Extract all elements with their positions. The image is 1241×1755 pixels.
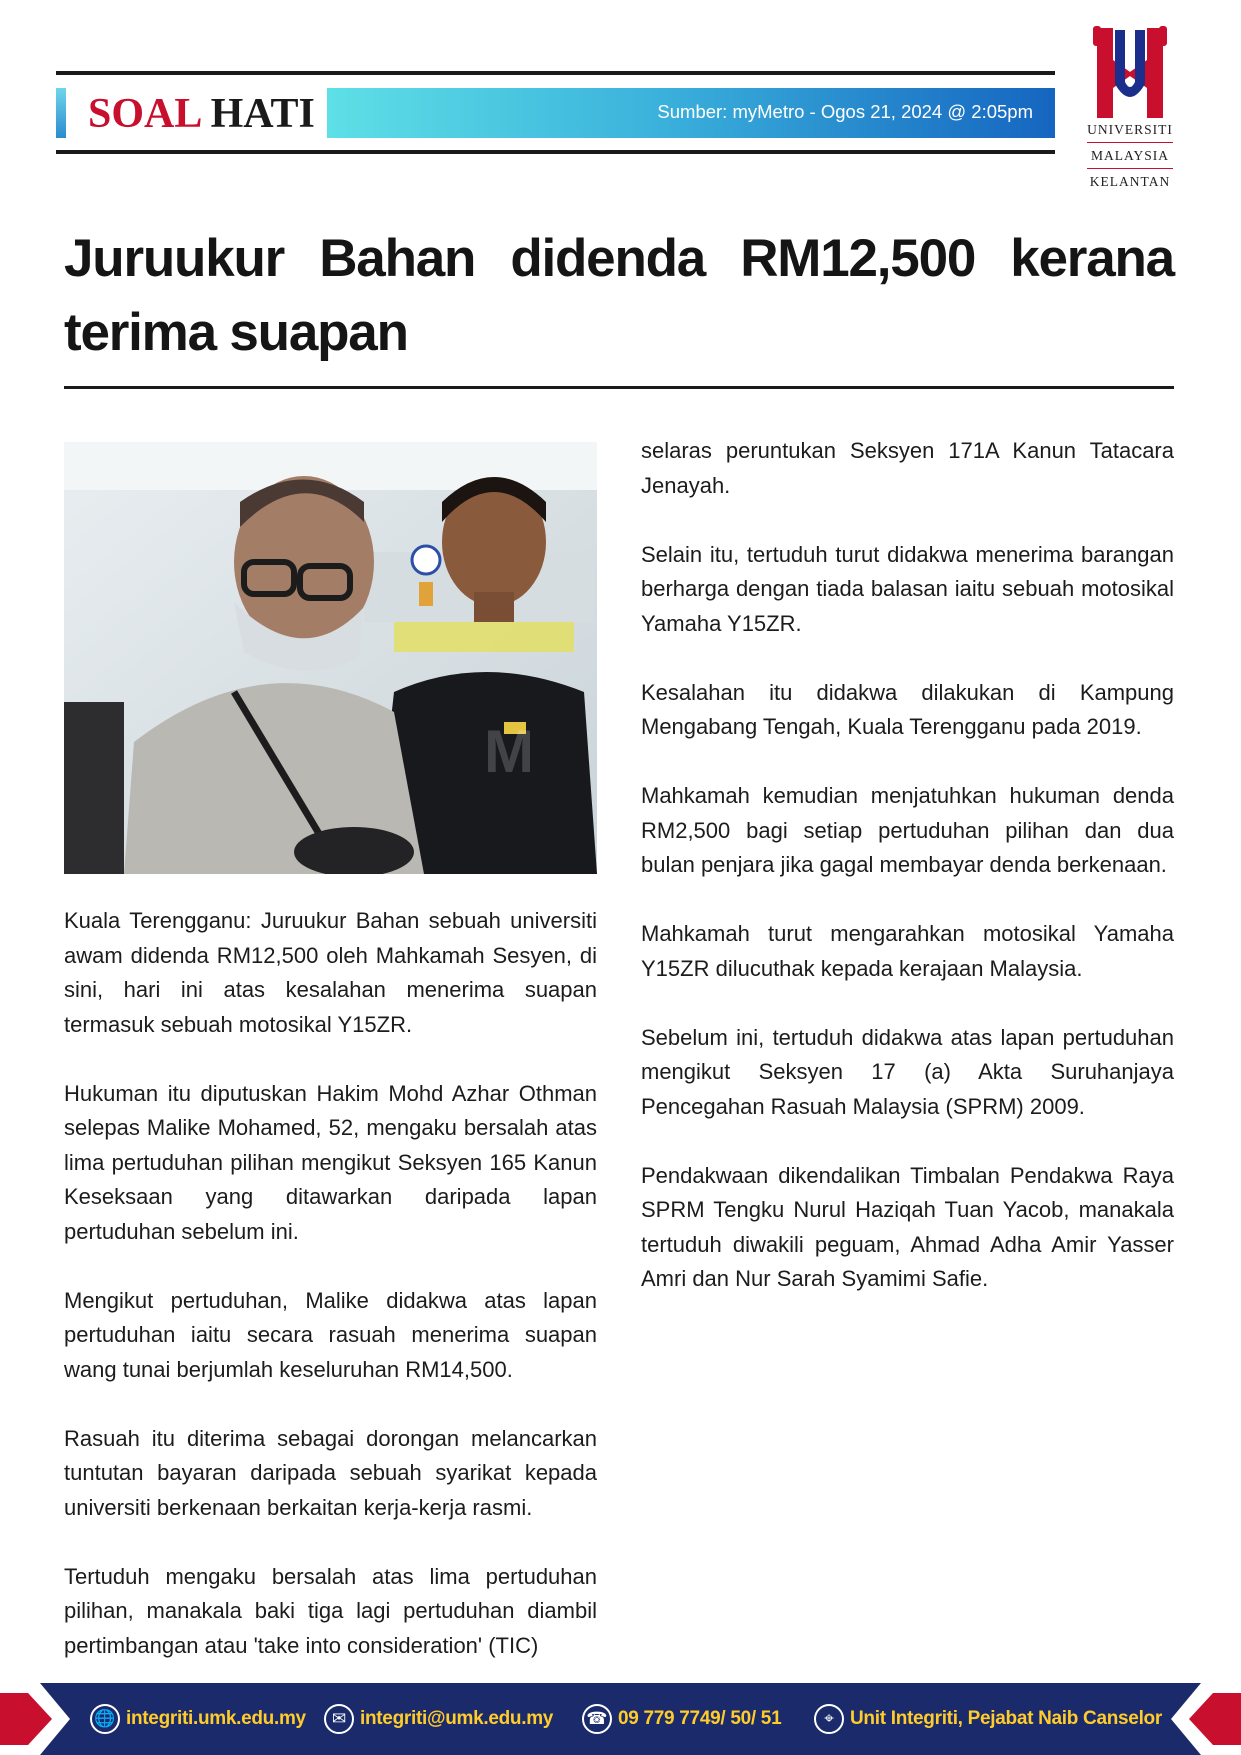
- headline-line-1: [64, 222, 1174, 296]
- logo-line-kelantan: KELANTAN: [1089, 174, 1171, 189]
- headline-word: didenda: [510, 229, 706, 288]
- footer-email-text: integriti@umk.edu.my: [360, 1708, 554, 1729]
- article-paragraph: Hukuman itu diputuskan Hakim Mohd Azhar Othman selepas Malike Mohamed, 52, mengaku bersalah atas lima pertuduhan pilihan mengikut Seksyen 165 Kanun Keseksaan yang ditawarkan daripada lapan pertuduhan sebelum ini.: [64, 1080, 597, 1244]
- footer-website[interactable]: [90, 1702, 306, 1736]
- contact-footer: [0, 1683, 1241, 1755]
- source-credit: Sumber: myMetro - Ogos 21, 2024 @ 2:05pm: [657, 101, 1033, 122]
- globe-icon: 🌐: [90, 1704, 120, 1734]
- brand-title: [88, 86, 315, 142]
- mail-icon: ✉: [324, 1704, 354, 1734]
- footer-phone[interactable]: [582, 1702, 781, 1736]
- article-column-left: [64, 904, 597, 1663]
- article-paragraph: Kuala Terengganu: Juruukur Bahan sebuah universiti awam didenda RM12,500 oleh Mahkamah Sesyen, di sini, hari ini atas kesalahan menerima suapan termasuk sebuah motosikal Y15ZR.: [64, 908, 597, 1037]
- headline-rule: [64, 386, 1174, 389]
- location-icon: ⌖: [814, 1704, 844, 1734]
- article-paragraph: Selain itu, tertuduh turut didakwa menerima barangan berharga dengan tiada balasan iaitu sebuah motosikal Yamaha Y15ZR.: [641, 541, 1174, 636]
- source-banner: [327, 88, 1055, 138]
- article-photo: [64, 442, 597, 874]
- article-paragraph: Kesalahan itu didakwa dilakukan di Kampung Mengabang Tengah, Kuala Terengganu pada 2019.: [641, 679, 1174, 739]
- article-paragraph: Tertuduh mengaku bersalah atas lima pertuduhan pilihan, manakala baki tiga lagi pertuduhan diambil pertimbangan atau 'take into consideration' (TIC): [64, 1563, 597, 1658]
- umk-logo: [1080, 22, 1180, 207]
- article-paragraph: selaras peruntukan Seksyen 171A Kanun Tatacara Jenayah.: [641, 438, 1174, 498]
- article-paragraph: Sebelum ini, tertuduh didakwa atas lapan pertuduhan mengikut Seksyen 17 (a) Akta Suruhanjaya Pencegahan Rasuah Malaysia (SPRM) 2009.: [641, 1024, 1174, 1119]
- footer-unit: [814, 1702, 1162, 1736]
- headline-word: kerana: [1010, 229, 1174, 288]
- headline-line-2: terima suapan: [64, 303, 408, 362]
- headline-word: Juruukur: [64, 229, 285, 288]
- article-paragraph: Mahkamah kemudian menjatuhkan hukuman denda RM2,500 bagi setiap pertuduhan pilihan dan dua bulan penjara jika gagal membayar denda berkenaan.: [641, 783, 1174, 877]
- logo-divider: [1087, 168, 1173, 169]
- logo-line-universiti: UNIVERSITI: [1087, 122, 1173, 137]
- brand-word-hati: HATI: [210, 91, 315, 137]
- logo-divider: [1087, 142, 1173, 143]
- header-bottom-rule: [56, 150, 1055, 154]
- footer-unit-text: Unit Integriti, Pejabat Naib Canselor: [850, 1708, 1162, 1729]
- headline-word: Bahan: [319, 229, 476, 288]
- brand-word-soal: SOAL: [88, 91, 201, 137]
- brand-accent-bar: [56, 88, 66, 138]
- article-column-right: [641, 434, 1174, 1297]
- phone-icon: ☎: [582, 1704, 612, 1734]
- article-paragraph: Rasuah itu diterima sebagai dorongan melancarkan tuntutan bayaran daripada sebuah syarikat kepada universiti berkenaan berkaitan kerja-kerja rasmi.: [64, 1425, 597, 1520]
- footer-phone-text: 09 779 7749/ 50/ 51: [618, 1708, 782, 1729]
- logo-line-malaysia: MALAYSIA: [1090, 148, 1169, 163]
- article-headline: [64, 222, 1174, 370]
- headline-word: RM12,500: [740, 229, 976, 288]
- umk-logo-icon: [1085, 22, 1175, 122]
- footer-email[interactable]: [324, 1702, 553, 1736]
- header-top-rule: [56, 71, 1055, 75]
- footer-website-text: integriti.umk.edu.my: [126, 1708, 306, 1729]
- article-paragraph: Mahkamah turut mengarahkan motosikal Yamaha Y15ZR dilucuthak kepada kerajaan Malaysia.: [641, 921, 1174, 981]
- article-paragraph: Pendakwaan dikendalikan Timbalan Pendakwa Raya SPRM Tengku Nurul Haziqah Tuan Yacob, manakala tertuduh diwakili peguam, Ahmad Adha Amir Yasser Amri dan Nur Sarah Syamimi Safie.: [641, 1162, 1174, 1291]
- photo-watermark: M: [484, 718, 534, 785]
- article-paragraph: Mengikut pertuduhan, Malike didakwa atas lapan pertuduhan iaitu secara rasuah menerima suapan wang tunai berjumlah keseluruhan RM14,500.: [64, 1287, 597, 1382]
